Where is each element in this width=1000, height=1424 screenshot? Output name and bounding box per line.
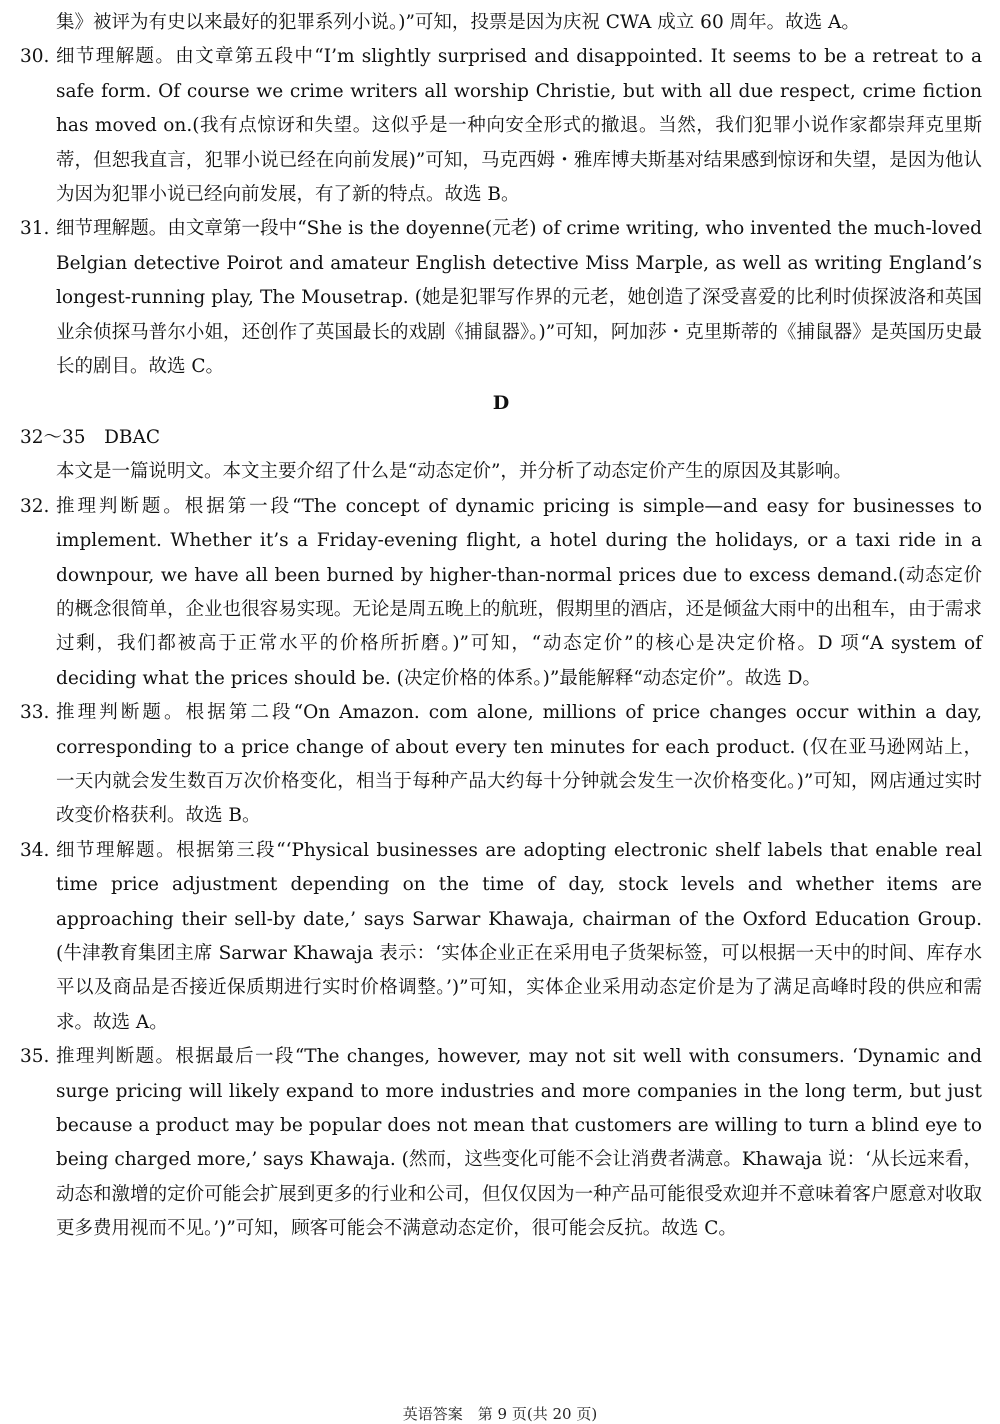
continued-text: 集》被评为有史以来最好的犯罪系列小说。)”可知，投票是因为庆祝 CWA 成立 60 周年。故选 A。 xyxy=(56,12,860,33)
question-number: 35. xyxy=(20,1046,50,1068)
explanation-text: 细节理解题。由文章第五段中“I’m slightly surprised and disappointed. It seems to be a retreat to a safe form. Of course we crime writers all worship Christie, but with all due respect, crime fiction has moved on.(我有点惊讶和失望。这似乎是一种向安全形式的撤退。当然，我们犯罪小说作家都崇拜克里斯蒂，但恕我直言，犯罪小说已经在向前发展)”可知，马克西姆・雅库博夫斯基对结果感到惊讶和失望，是因为他认为因为犯罪小说已经向前发展，有了新的特点。故选 B。 xyxy=(56,46,982,206)
explanation-item-31 xyxy=(20,212,982,384)
explanation-text: 推理判断题。根据第二段“On Amazon. com alone, millions of price changes occur within a day, corresponding to a price change of about every ten minutes for each product. (仅在亚马逊网站上，一天内就会发生数百万次价格变化，相当于每种产品大约每十分钟就会发生一次价格变化。)”可知，网店通过实时改变价格获利。故选 B。 xyxy=(56,702,982,827)
explanation-item-32 xyxy=(20,490,982,696)
section-heading: D xyxy=(492,392,510,415)
explanation-item-30 xyxy=(20,40,982,212)
passage-summary: 本文是一篇说明文。本文主要介绍了什么是“动态定价”，并分析了动态定价产生的原因及其影响。 xyxy=(56,461,852,483)
explanation-item-34 xyxy=(20,834,982,1040)
continued-explanation xyxy=(20,6,982,40)
explanation-item-33 xyxy=(20,696,982,834)
question-number: 30. xyxy=(20,46,50,68)
answer-key-line: 32～35 DBAC xyxy=(20,426,161,448)
page-footer: 英语答案 第 9 页(共 20 页) xyxy=(402,1405,598,1423)
explanation-text: 推理判断题。根据最后一段“The changes, however, may not sit well with consumers. ‘Dynamic and surge pricing will likely expand to more industries and more companies in the long term, but just because a product may be popular does not mean that customers are willing to turn a blind eye to being charged more,’ says Khawaja. (然而，这些变化可能不会让消费者满意。Khawaja 说：‘从长远来看，动态和激增的定价可能会扩展到更多的行业和公司，但仅仅因为一种产品可能很受欢迎并不意味着客户愿意对收取更多费用视而不见。’)”可知，顾客可能会不满意动态定价，很可能会反抗。故选 C。 xyxy=(56,1046,983,1240)
question-number: 32. xyxy=(20,495,50,517)
explanation-item-35 xyxy=(20,1040,982,1246)
explanation-text: 细节理解题。由文章第一段中“She is the doyenne(元老) of crime writing, who invented the much-loved Belgian detective Poirot and amateur English detective Miss Marple, as well as writing England’s longest-running play, The Mousetrap. (她是犯罪写作界的元老，她创造了深受喜爱的比利时侦探波洛和英国业余侦探马普尔小姐，还创作了英国最长的戏剧《捕鼠器》。)”可知，阿加莎・克里斯蒂的《捕鼠器》是英国历史最长的剧目。故选 C。 xyxy=(56,218,982,378)
question-number: 34. xyxy=(20,839,50,861)
explanation-text: 推理判断题。根据第一段“The concept of dynamic pricing is simple—and easy for businesses to implement. Whether it’s a Friday-evening flight, a hotel during the holidays, or a taxi ride in a downpour, we have all been burned by higher-than-normal prices due to excess demand.(动态定价的概念很简单，企业也很容易实现。无论是周五晚上的航班，假期里的酒店，还是倾盆大雨中的出租车，由于需求过剩，我们都被高于正常水平的价格所折磨。)”可知，“动态定价”的核心是决定价格。D 项“A system of deciding what the prices should be. (决定价格的体系。)”最能解释“动态定价”。故选 D。 xyxy=(56,495,982,689)
explanation-text: 细节理解题。根据第三段“‘Physical businesses are adopting electronic shelf labels that enable real time price adjustment depending on the time of day, stock levels and whether items are approaching their sell-by date,’ says Sarwar Khawaja, chairman of the Oxford Education Group. (牛津教育集团主席 Sarwar Khawaja 表示：‘实体企业正在采用电子货架标签，可以根据一天中的时间、库存水平以及商品是否接近保质期进行实时价格调整。’)”可知，实体企业采用动态定价是为了满足高峰时段的供应和需求。故选 A。 xyxy=(56,839,982,1033)
question-number: 31. xyxy=(20,218,50,240)
question-number: 33. xyxy=(20,702,50,724)
